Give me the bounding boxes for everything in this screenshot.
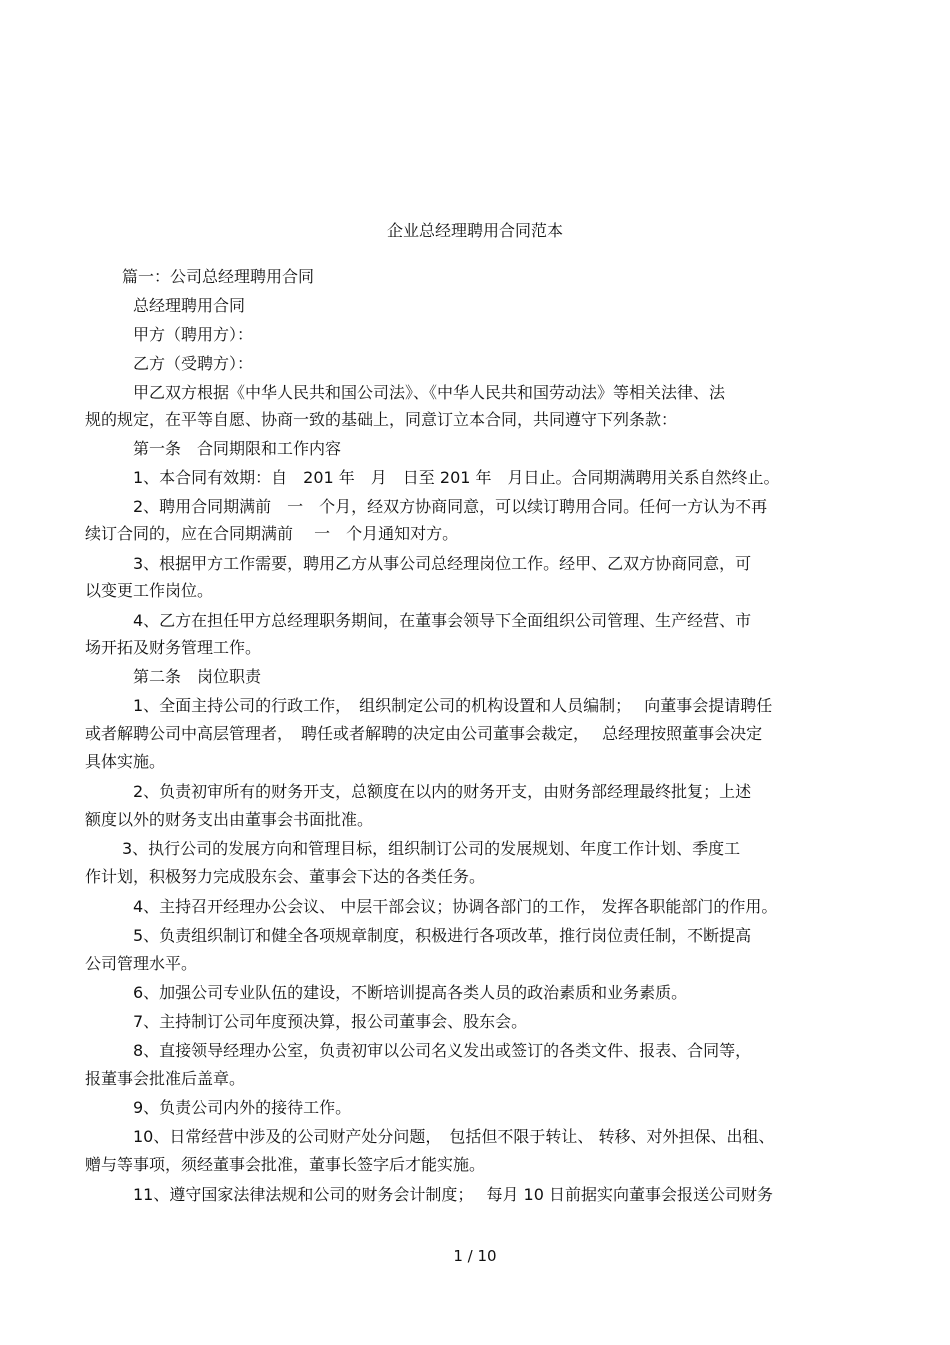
body-line: 甲乙双方根据《中华人民共和国公司法》、《中华人民共和国劳动法》等相关法律、法 xyxy=(133,383,726,402)
body-line: 3、执行公司的发展方向和管理目标，组织制订公司的发展规划、年度工作计划、季度工 xyxy=(122,839,741,858)
body-line: 或者解聘公司中高层管理者， 聘任或者解聘的决定由公司董事会裁定， 总经理按照董事会决定 xyxy=(85,724,763,743)
body-line: 规的规定，在平等自愿、协商一致的基础上，同意订立本合同，共同遵守下列条款： xyxy=(85,410,678,429)
page-number: 1 / 10 xyxy=(453,1247,497,1265)
body-line: 赠与等事项，须经董事会批准，董事长签字后才能实施。 xyxy=(85,1155,486,1174)
body-line: 报董事会批准后盖章。 xyxy=(85,1069,246,1088)
body-line: 1、本合同有效期：自 201 年 月 日至 201 年 月日止。合同期满聘用关系自然终止。 xyxy=(133,468,780,487)
body-line: 公司管理水平。 xyxy=(85,954,198,973)
section-heading: 篇一：公司总经理聘用合同 xyxy=(122,267,315,286)
article-heading: 第二条 岗位职责 xyxy=(133,667,262,686)
body-line: 场开拓及财务管理工作。 xyxy=(85,638,262,657)
body-line: 2、负责初审所有的财务开支，总额度在以内的财务开支，由财务部经理最终批复；上述 xyxy=(133,782,752,801)
body-line: 额度以外的财务支出由董事会书面批准。 xyxy=(85,810,374,829)
body-line: 5、负责组织制订和健全各项规章制度，积极进行各项改革，推行岗位责任制，不断提高 xyxy=(133,926,752,945)
body-line: 作计划，积极努力完成股东会、董事会下达的各类任务。 xyxy=(85,867,486,886)
body-line: 具体实施。 xyxy=(85,752,166,771)
article-heading: 第一条 合同期限和工作内容 xyxy=(133,439,342,458)
body-line: 8、直接领导经理办公室，负责初审以公司名义发出或签订的各类文件、报表、合同等， xyxy=(133,1041,752,1060)
body-line: 以变更工作岗位。 xyxy=(85,581,214,600)
body-line: 4、主持召开经理办公会议、 中层干部会议；协调各部门的工作， 发挥各职能部门的作用。 xyxy=(133,897,778,916)
body-line: 续订合同的，应在合同期满前 一 个月通知对方。 xyxy=(85,524,459,543)
body-line: 2、聘用合同期满前 一 个月，经双方协商同意，可以续订聘用合同。任何一方认为不再 xyxy=(133,497,768,516)
body-line: 1、全面主持公司的行政工作， 组织制定公司的机构设置和人员编制； 向董事会提请聘任 xyxy=(133,696,773,715)
body-line: 4、乙方在担任甲方总经理职务期间，在董事会领导下全面组织公司管理、生产经营、市 xyxy=(133,611,752,630)
body-line: 10、日常经营中涉及的公司财产处分问题， 包括但不限于转让、 转移、对外担保、出租、 xyxy=(133,1127,775,1146)
party-b-line: 乙方（受聘方）： xyxy=(133,354,254,373)
contract-title: 总经理聘用合同 xyxy=(133,296,246,315)
party-a-line: 甲方（聘用方）： xyxy=(133,325,254,344)
body-line: 3、根据甲方工作需要，聘用乙方从事公司总经理岗位工作。经甲、乙双方协商同意，可 xyxy=(133,554,752,573)
body-line: 9、负责公司内外的接待工作。 xyxy=(133,1098,352,1117)
document-title: 企业总经理聘用合同范本 xyxy=(386,221,563,240)
body-line: 6、加强公司专业队伍的建设，不断培训提高各类人员的政治素质和业务素质。 xyxy=(133,983,688,1002)
body-line: 11、遵守国家法律法规和公司的财务会计制度； 每月 10 日前据实向董事会报送公司财务 xyxy=(133,1185,773,1204)
body-line: 7、主持制订公司年度预决算，报公司董事会、股东会。 xyxy=(133,1012,528,1031)
